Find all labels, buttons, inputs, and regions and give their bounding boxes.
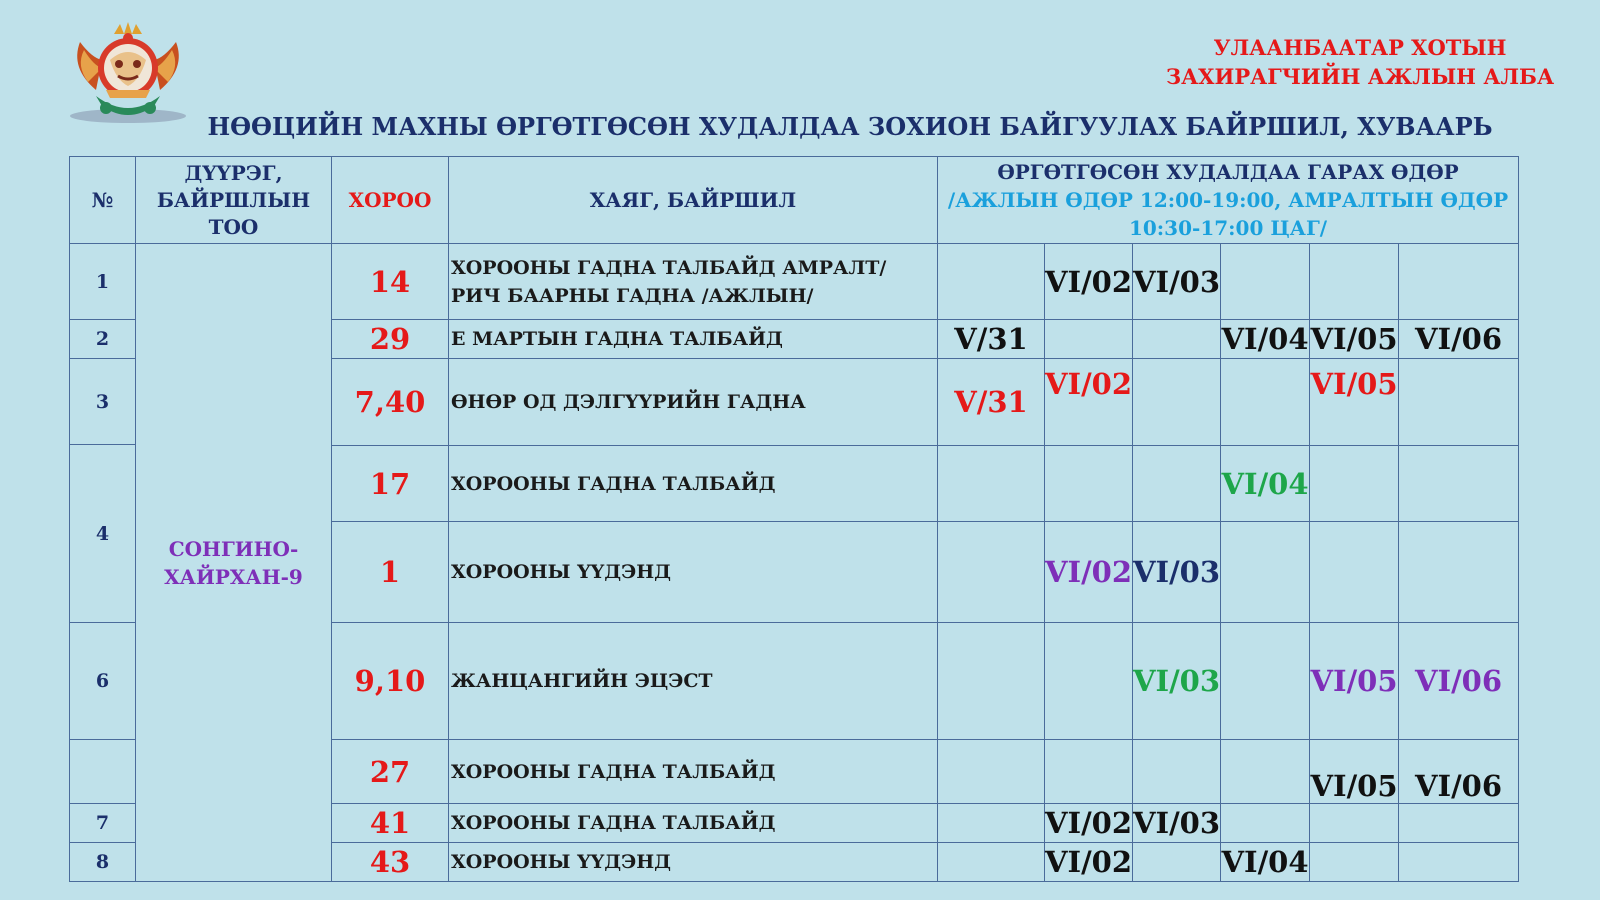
date-text: VI/05 <box>1310 367 1398 401</box>
date-cell <box>1399 843 1519 882</box>
organization-line-1: УЛААНБААТАР ХОТЫН <box>1213 35 1507 60</box>
date-cell: VI/02 <box>1045 804 1133 843</box>
date-cell <box>1133 446 1221 522</box>
date-cell <box>1133 320 1221 359</box>
header-khoroo: ХОРОО <box>332 157 449 244</box>
date-cell <box>1310 359 1399 446</box>
date-cell <box>938 522 1045 623</box>
organization-name <box>1040 33 1600 91</box>
address-cell: ӨНӨР ОД ДЭЛГҮҮРИЙН ГАДНА <box>449 359 938 446</box>
address-cell: ХОРООНЫ ГАДНА ТАЛБАЙД <box>449 446 938 522</box>
date-cell: VI/03 <box>1133 522 1221 623</box>
row-number: 6 <box>70 623 136 740</box>
date-cell: VI/03 <box>1133 623 1221 740</box>
date-cell: V/31 <box>938 320 1045 359</box>
date-cell <box>1310 843 1399 882</box>
address-cell: ХОРООНЫ ГАДНА ТАЛБАЙД АМРАЛТ/ РИЧ БААРНЫ ГАДНА /АЖЛЫН/ <box>449 244 938 320</box>
address-cell: ЖАНЦАНГИЙН ЭЦЭСТ <box>449 623 938 740</box>
khoroo-cell: 14 <box>332 244 449 320</box>
address-cell: ХОРООНЫ ҮҮДЭНД <box>449 522 938 623</box>
address-cell: ХОРООНЫ ГАДНА ТАЛБАЙД <box>449 740 938 804</box>
date-cell: VI/03 <box>1133 804 1221 843</box>
date-cell <box>1221 244 1310 320</box>
date-cell <box>1221 740 1310 804</box>
date-cell <box>1045 320 1133 359</box>
date-cell <box>938 740 1045 804</box>
header-address: ХАЯГ, БАЙРШИЛ <box>449 157 938 244</box>
header-district: ДҮҮРЭГ, БАЙРШЛЫН ТОО <box>136 157 332 244</box>
date-cell <box>1045 740 1133 804</box>
header-dates <box>938 157 1519 244</box>
khoroo-cell: 43 <box>332 843 449 882</box>
date-cell <box>938 623 1045 740</box>
khoroo-cell: 1 <box>332 522 449 623</box>
table-row <box>70 244 1519 320</box>
date-cell <box>1399 522 1519 623</box>
date-cell: VI/02 <box>1045 522 1133 623</box>
row-number: 4 <box>70 445 136 623</box>
date-cell <box>1133 740 1221 804</box>
date-cell <box>1133 843 1221 882</box>
khoroo-cell: 7,40 <box>332 359 449 446</box>
date-cell: VI/06 <box>1399 320 1519 359</box>
date-cell <box>1133 359 1221 446</box>
date-cell: VI/05 <box>1310 623 1399 740</box>
date-text: VI/05 <box>1310 768 1398 803</box>
table-header-row <box>70 157 1519 244</box>
khoroo-cell: 9,10 <box>332 623 449 740</box>
khoroo-cell: 41 <box>332 804 449 843</box>
organization-line-2: ЗАХИРАГЧИЙН АЖЛЫН АЛБА <box>1165 64 1555 89</box>
date-cell: VI/04 <box>1221 843 1310 882</box>
date-cell <box>1221 522 1310 623</box>
date-cell: VI/02 <box>1045 244 1133 320</box>
row-number: 3 <box>70 359 136 445</box>
date-cell: VI/03 <box>1133 244 1221 320</box>
date-cell <box>938 446 1045 522</box>
date-cell <box>938 843 1045 882</box>
header-dates-title: ӨРГӨТГӨСӨН ХУДАЛДАА ГАРАХ ӨДӨР <box>997 160 1459 184</box>
date-cell: VI/02 <box>1045 843 1133 882</box>
row-number: 8 <box>70 843 136 882</box>
date-cell <box>1045 623 1133 740</box>
date-cell <box>1310 804 1399 843</box>
header-dates-hours: /АЖЛЫН ӨДӨР 12:00-19:00, АМРАЛТЫН ӨДӨР 10:30-17:00 ЦАГ/ <box>947 188 1509 240</box>
date-cell <box>1045 446 1133 522</box>
date-cell <box>938 244 1045 320</box>
schedule-table <box>69 156 1519 882</box>
date-cell <box>1310 740 1399 804</box>
date-cell: VI/06 <box>1399 623 1519 740</box>
khoroo-cell: 29 <box>332 320 449 359</box>
date-cell <box>1310 446 1399 522</box>
date-cell <box>938 804 1045 843</box>
date-cell: V/31 <box>938 359 1045 446</box>
date-cell: VI/04 <box>1221 446 1310 522</box>
header-num: № <box>70 157 136 244</box>
district-cell: СОНГИНО- ХАЙРХАН-9 <box>136 244 332 882</box>
row-number: 2 <box>70 320 136 359</box>
khoroo-cell: 27 <box>332 740 449 804</box>
date-cell <box>1399 446 1519 522</box>
date-cell <box>1221 359 1310 446</box>
row-number: 7 <box>70 804 136 843</box>
khoroo-cell: 17 <box>332 446 449 522</box>
date-cell: VI/04 <box>1221 320 1310 359</box>
date-cell <box>1221 804 1310 843</box>
date-cell <box>1399 804 1519 843</box>
date-cell <box>1310 244 1399 320</box>
date-cell <box>1399 244 1519 320</box>
row-number <box>70 740 136 804</box>
date-cell <box>1045 359 1133 446</box>
date-cell <box>1310 522 1399 623</box>
address-cell: ХОРООНЫ ГАДНА ТАЛБАЙД <box>449 804 938 843</box>
row-number: 1 <box>70 244 136 320</box>
date-cell <box>1399 740 1519 804</box>
date-text: VI/02 <box>1045 367 1133 401</box>
date-cell <box>1399 359 1519 446</box>
address-cell: Е МАРТЫН ГАДНА ТАЛБАЙД <box>449 320 938 359</box>
date-text: VI/06 <box>1415 768 1503 803</box>
address-cell: ХОРООНЫ ҮҮДЭНД <box>449 843 938 882</box>
date-cell <box>1221 623 1310 740</box>
page-title: НӨӨЦИЙН МАХНЫ ӨРГӨТГӨСӨН ХУДАЛДАА ЗОХИОН БАЙГУУЛАХ БАЙРШИЛ, ХУВААРЬ <box>207 112 1493 141</box>
date-cell: VI/05 <box>1310 320 1399 359</box>
